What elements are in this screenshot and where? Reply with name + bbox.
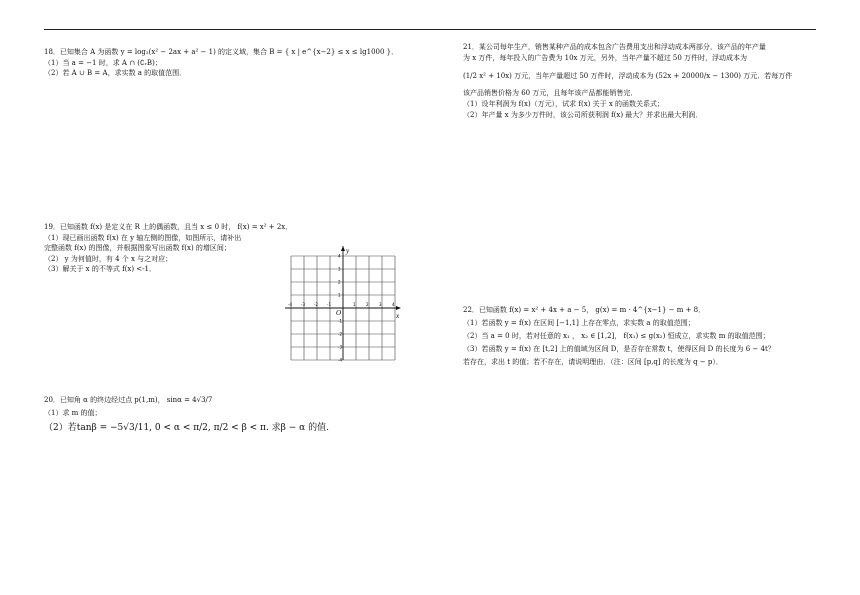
x-tick-labels (288, 302, 395, 307)
y-tick-label: 4 (338, 253, 341, 259)
q22-part3: （3）若函数 y = f(x) 在 [t,2] 上的值域为区间 D，是否存在常数 t，使得区间 D 的长度为 6 − 4t？ (463, 345, 775, 353)
q20-stem: 20．已知角 α 的终边经过点 p(1,m)， sinα = 4√3/7 (44, 396, 213, 404)
q22-part3-cont: 若存在，求出 t 的值；若不存在，请说明理由．（注：区间 [p,q] 的长度为 q − p）． (463, 358, 723, 366)
q21-stem-4: 该产品销售价格为 60 万元，且每年该产品都能销售完． (463, 89, 638, 97)
x-axis-label: x (396, 312, 400, 320)
q19-part2: （2） y 为何值时，有 4 个 x 与之对应； (44, 254, 173, 263)
q22-part2: （2）当 a = 0 时，若对任意的 x₁ ， x₂ ∈ [1,2]， f(x₁) ≤ g(x₂) 恒成立，求实数 m 的取值范围； (463, 332, 770, 340)
q19-part3: （3）解关于 x 的不等式 f(x) <-1． (44, 265, 156, 273)
q22-part1: （1）若函数 y = f(x) 在区间 [−1,1] 上存在零点，求实数 a 的取值范围； (463, 319, 695, 327)
y-tick-label: 1 (338, 292, 341, 298)
x-axis-arrow (396, 306, 401, 310)
x-tick-label: 4 (392, 302, 395, 307)
y-tick-label: 2 (338, 279, 341, 285)
y-tick-label: -2 (338, 331, 342, 337)
q19-part1-cont: 完整函数 f(x) 的图像，并根据图象写出函数 f(x) 的增区间； (44, 244, 231, 252)
x-tick-label: -2 (314, 302, 318, 307)
y-axis-label: y (346, 247, 350, 255)
question-18 (44, 47, 398, 79)
q21-part2: （2）年产量 x 为多少万件时，该公司所获利润 f(x) 最大？并求出最大利润． (463, 111, 703, 119)
y-tick-label: -4 (338, 357, 342, 362)
q18-part2: （2）若 A ∪ B = A，求实数 a 的取值范围． (44, 69, 187, 77)
q19-part1: （1）现已画出函数 f(x) 在 y 轴左侧的图像，如图所示，请补出 (44, 233, 242, 242)
x-tick-label: 1 (353, 302, 356, 307)
origin-label: O (336, 309, 342, 317)
q18-stem: 18．已知集合 A 为函数 y = log₂(x² − 2ax + a² − 1) 的定义域，集合 B = { x | e^{x−2} ≤ x ≤ lg1000 }． (44, 48, 399, 56)
q21-stem-3: (1/2 x² + 10x) 万元，当年产量超过 50 万件时，浮动成本为 (52x + 20000/x − 1300) 万元．若每万件 (463, 72, 793, 80)
q21-part1: （1）设年利润为 f(x)（万元），试求 f(x) 关于 x 的函数关系式； (463, 100, 665, 108)
x-tick-label: 3 (379, 302, 382, 307)
x-tick-label: -4 (288, 302, 292, 307)
q21-stem-2: 为 x 万件，每年投入的广告费为 10x 万元，另外，当年产量不超过 50 万件时，浮动成本为 (463, 54, 748, 62)
q20-part1: （1）求 m 的值； (44, 409, 102, 417)
header-rule (44, 29, 816, 30)
x-tick-label: -3 (301, 302, 305, 307)
question-20 (44, 393, 329, 437)
y-axis-arrow (341, 246, 345, 251)
question-21 (463, 42, 792, 121)
question-22 (463, 304, 775, 369)
q21-stem: 21．某公司每年生产，销售某种产品的成本包含广告费用支出和浮动成本两部分，该产品的年产量 (463, 43, 766, 51)
q20-part2: （2）若tanβ = −5√3/11, 0 < α < π/2, π/2 < β < π. 求β − α 的值. (44, 422, 329, 433)
y-tick-label: 3 (338, 266, 341, 272)
x-tick-label: 2 (366, 302, 369, 307)
q19-stem: 19．已知函数 f(x) 是定义在 R 上的偶函数，且当 x ≤ 0 时， f(x) = x² + 2x． (44, 223, 293, 231)
question-19 (44, 222, 292, 275)
y-tick-label: -1 (338, 318, 342, 324)
q22-stem: 22．已知函数 f(x) = x² + 4x + a − 5， g(x) = m · 4^{x−1} − m + 8． (463, 306, 706, 314)
coordinate-grid (285, 246, 405, 362)
y-tick-label: -3 (338, 344, 342, 350)
q18-part1: （1）当 a = −1 时，求 A ∩ (∁ᵣB)； (44, 58, 162, 67)
x-tick-label: -1 (327, 302, 331, 307)
